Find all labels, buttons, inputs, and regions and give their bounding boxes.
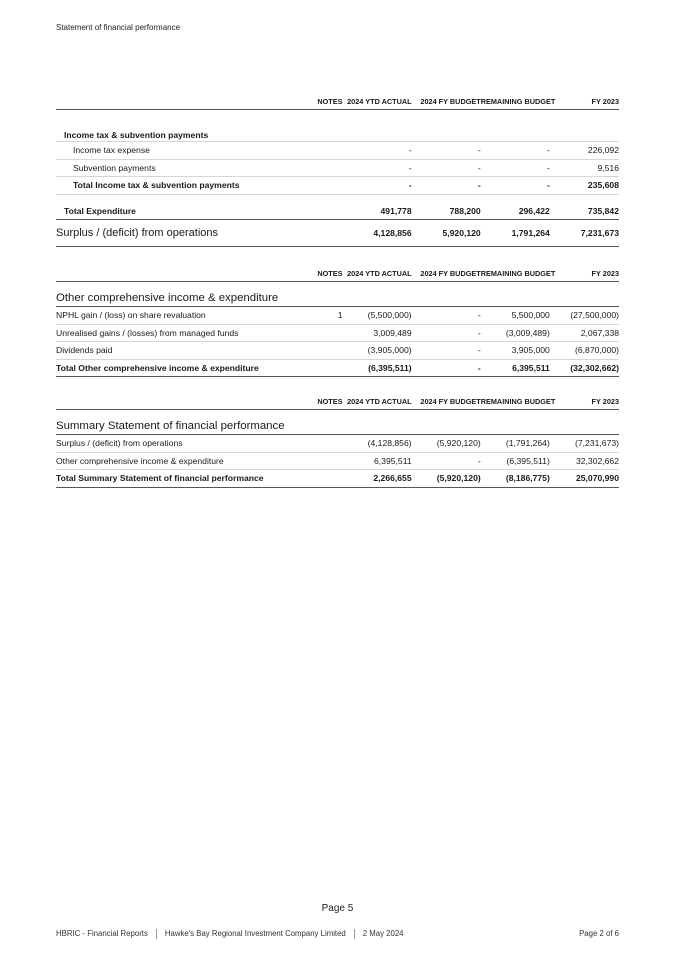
surplus-row: Surplus / (deficit) from operations 4,128,856 5,920,120 1,791,264 7,231,673 (56, 220, 619, 247)
table-row: Dividends paid (3,905,000) - 3,905,000 (6,870,000) (56, 342, 619, 360)
col-budget: 2024 FY BUDGET (412, 80, 481, 110)
column-header-row: NOTES 2024 YTD ACTUAL 2024 FY BUDGET REMAINING BUDGET FY 2023 (56, 252, 619, 282)
summary-total-row: Total Summary Statement of financial performance 2,266,655 (5,920,120) (8,186,775) 25,070,990 (56, 470, 619, 488)
footer (56, 929, 404, 939)
footer-divider (354, 929, 355, 939)
income-tax-heading: Income tax & subvention payments (56, 118, 619, 142)
total-expenditure-row: Total Expenditure 491,778 788,200 296,422 735,842 (56, 203, 619, 220)
oci-section-title: Other comprehensive income & expenditure (56, 282, 619, 307)
oci-total-row: Total Other comprehensive income & expenditure (6,395,511) - 6,395,511 (32,302,662) (56, 359, 619, 377)
table-row: Income tax expense - - - 226,092 (56, 142, 619, 160)
table-row: NPHL gain / (loss) on share revaluation 1 (5,500,000) - 5,500,000 (27,500,000) (56, 307, 619, 325)
page-header-title: Statement of financial performance (56, 23, 181, 32)
income-tax-total-row: Total Income tax & subvention payments - - - 235,608 (56, 177, 619, 195)
expenditure-table (56, 80, 619, 247)
oci-table (56, 252, 619, 377)
column-header-row (56, 80, 619, 110)
col-fy2023: FY 2023 (550, 80, 619, 110)
table-row: Unrealised gains / (losses) from managed funds 3,009,489 - (3,009,489) 2,067,338 (56, 324, 619, 342)
footer-page-count: Page 2 of 6 (579, 929, 619, 938)
page-number: Page 5 (321, 903, 354, 914)
footer-company: Hawke's Bay Regional Investment Company Limited (164, 929, 346, 939)
summary-table (56, 380, 619, 488)
footer-date: 2 May 2024 (362, 929, 404, 939)
table-row: Subvention payments - - - 9,516 (56, 159, 619, 177)
col-remaining: REMAINING BUDGET (481, 80, 550, 110)
col-ytd: 2024 YTD ACTUAL (343, 80, 412, 110)
note-reference: 1 (312, 307, 342, 325)
table-row: Other comprehensive income & expenditure 6,395,511 - (6,395,511) 32,302,662 (56, 452, 619, 470)
col-notes: NOTES (312, 80, 342, 110)
summary-section-title: Summary Statement of financial performance (56, 410, 619, 435)
footer-report-name: HBRIC - Financial Reports (56, 929, 148, 939)
table-row: Surplus / (deficit) from operations (4,128,856) (5,920,120) (1,791,264) (7,231,673) (56, 435, 619, 453)
footer-divider (156, 929, 157, 939)
column-header-row: NOTES 2024 YTD ACTUAL 2024 FY BUDGET REMAINING BUDGET FY 2023 (56, 380, 619, 410)
